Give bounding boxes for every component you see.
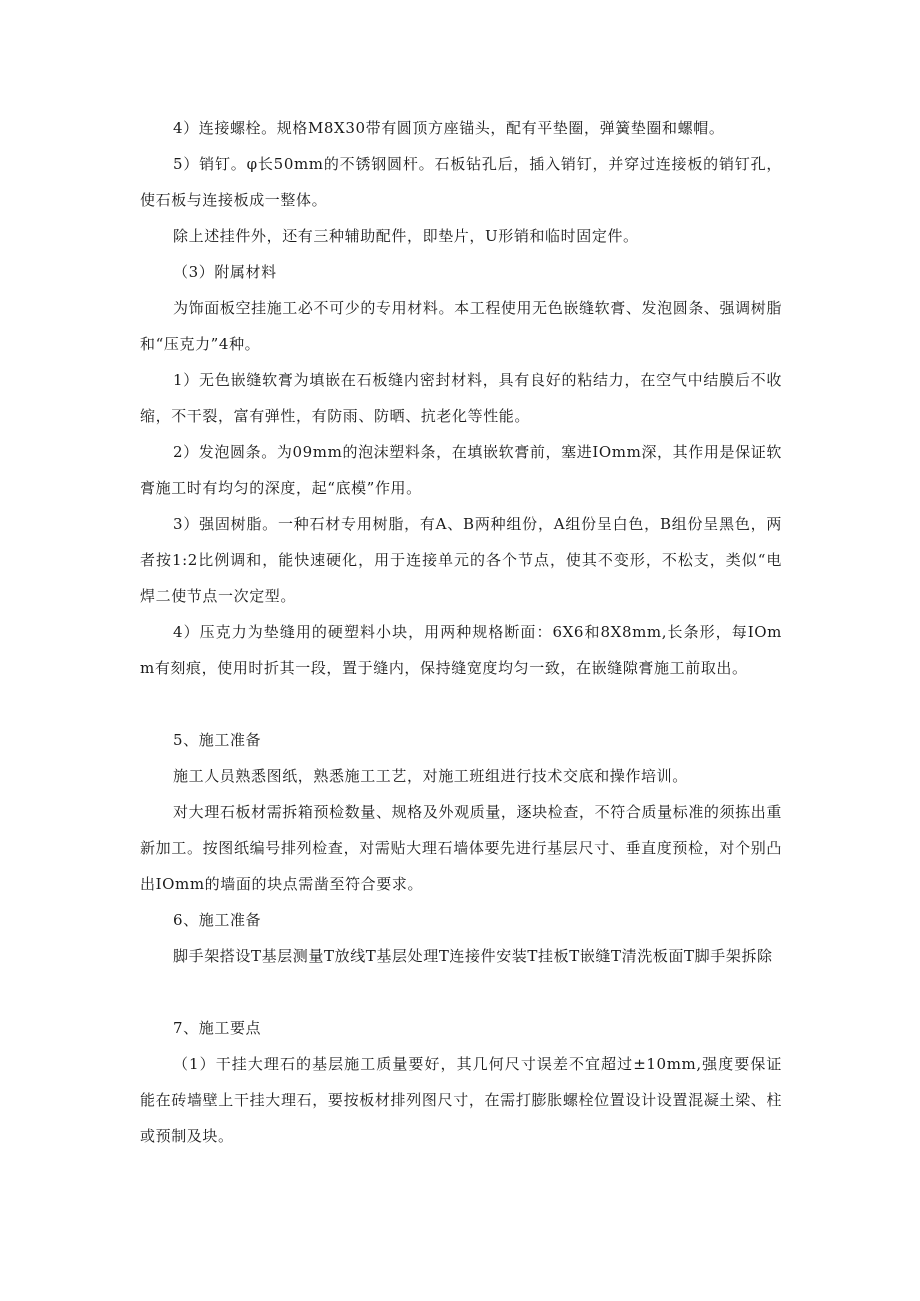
section-heading-key-points: 7、施工要点 — [173, 1019, 262, 1037]
paragraph-resin: 3）强固树脂。一种石材专用树脂，有A、B两种组份，A组份呈白色，B组份呈黑色，两者按1:2比例调和，能快速硬化，用于连接单元的各个节点，使其不变形，不松支，类似“电焊二使节点一次定型。 — [140, 515, 782, 605]
section-heading-preparation: 5、施工准备 — [173, 731, 262, 749]
paragraph-inspection: 对大理石板材需拆箱预检数量、规格及外观质量，逐块检查，不符合质量标准的须拣出重新加工。按图纸编号排列检查，对需贴大理石墙体要先进行基层尺寸、垂直度预检，对个别凸出IOmm的墙面的块点需凿至符合要求。 — [140, 803, 782, 893]
paragraph-acrylic: 4）压克力为垫缝用的硬塑料小块，用两种规格断面：6X6和8X8mm,长条形，每IOmm有刻痕，使用时折其一段，置于缝内，保持缝宽度均匀一致，在嵌缝隙膏施工前取出。 — [140, 623, 782, 677]
paragraph-auxiliary-parts: 除上述挂件外，还有三种辅助配件，即垫片，U形销和临时固定件。 — [173, 227, 639, 245]
paragraph-base-quality: （1）干挂大理石的基层施工质量要好，其几何尺寸误差不宜超过±10mm,强度要保证能在砖墙壁上干挂大理石，要按板材排列图尺寸，在需打膨胀螺栓位置设计设置混凝土梁、柱或预制及块。 — [140, 1055, 782, 1145]
paragraph-special-materials: 为饰面板空挂施工必不可少的专用材料。本工程使用无色嵌缝软膏、发泡圆条、强调树脂和“压克力”4种。 — [140, 299, 782, 353]
paragraph-personnel: 施工人员熟悉图纸，熟悉施工工艺，对施工班组进行技术交底和操作培训。 — [173, 767, 688, 785]
paragraph-foam-strip: 2）发泡圆条。为09mm的泡沫塑料条，在填嵌软膏前，塞进IOmm深，其作用是保证软膏施工时有均匀的深度，起“底模”作用。 — [140, 443, 782, 497]
paragraph-pin: 5）销钉。φ长50mm的不锈钢圆杆。石板钻孔后，插入销钉，并穿过连接板的销钉孔，使石板与连接板成一整体。 — [140, 155, 782, 209]
section-heading-accessory-materials: （3）附属材料 — [173, 263, 277, 281]
paragraph-sealant: 1）无色嵌缝软膏为填嵌在石板缝内密封材料，具有良好的粘结力，在空气中结膜后不收缩，不干裂，富有弹性，有防雨、防晒、抗老化等性能。 — [140, 371, 782, 425]
paragraph-connecting-bolt: 4）连接螺栓。规格M8X30带有圆顶方座锚头，配有平垫圈，弹簧垫圈和螺帽。 — [173, 119, 725, 137]
paragraph-process-flow: 脚手架搭设T基层测量T放线T基层处理T连接件安装T挂板T嵌缝T清洗板面T脚手架拆除 — [173, 947, 773, 965]
section-heading-preparation-2: 6、施工准备 — [173, 911, 262, 929]
